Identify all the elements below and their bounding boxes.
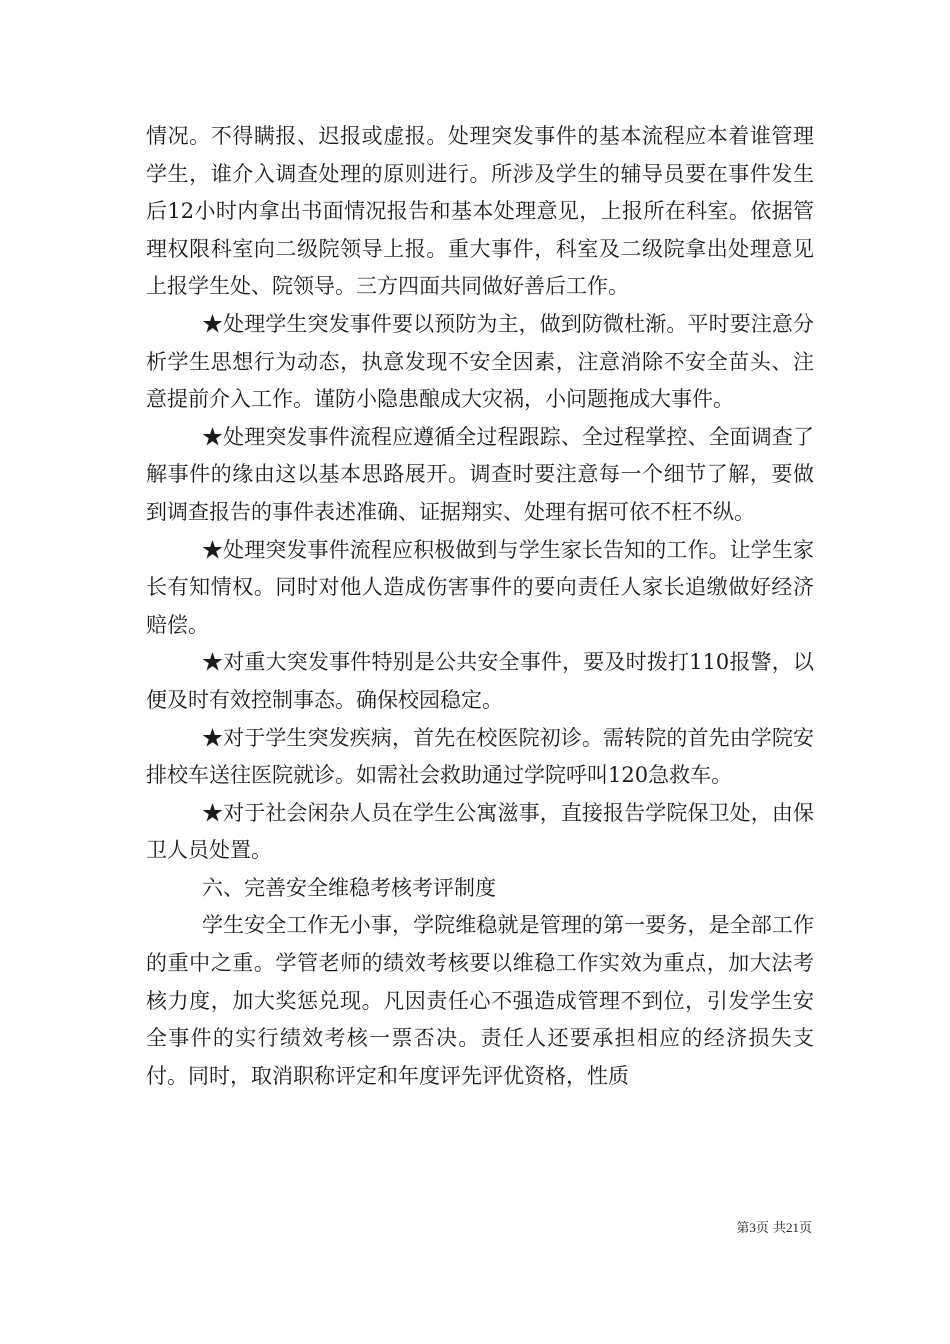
- paragraph-outsiders: ★对于社会闲杂人员在学生公寓滋事，直接报告学院保卫处，由保卫人员处置。: [146, 800, 814, 863]
- paragraph-prevention: ★处理学生突发事件要以预防为主，做到防微杜渐。平时要注意分析学生思想行为动态，执意发现不安全因素，注意消除不安全苗头、注意提前介入工作。谨防小隐患酿成大灾祸，小问题拖成大事件。: [146, 311, 814, 412]
- section-heading: 六、完善安全维稳考核考评制度: [202, 875, 496, 900]
- page-number-suffix: 页: [798, 1221, 812, 1236]
- paragraph-parents: ★处理突发事件流程应积极做到与学生家长告知的工作。让学生家长有知情权。同时对他人造成伤害事件的要向责任人家长追缴做好经济赔偿。: [146, 537, 814, 637]
- paragraph-illness: ★对于学生突发疾病，首先在校医院初诊。需转院的首先由学院安排校车送往医院就诊。如需社会救助通过学院呼叫120急救车。: [146, 725, 814, 788]
- paragraph-assessment: 学生安全工作无小事，学院维稳就是管理的第一要务，是全部工作的重中之重。学管老师的绩效考核要以维稳工作实效为重点，加大法考核力度，加大奖惩兑现。凡因责任心不强造成管理不到位，引发学生安全事件的实行绩效考核一票否决。责任人还要承担相应的经济损失支付。同时，取消职称评定和年度评先评优资格，性质: [146, 913, 814, 1088]
- page-number-middle: 页 共: [755, 1221, 786, 1236]
- page-number: [736, 1219, 812, 1238]
- document-body: [146, 118, 814, 1095]
- paragraph-intro: 情况。不得瞒报、迟报或虚报。处理突发事件的基本流程应本着谁管理学生，谁介入调查处理的原则进行。所涉及学生的辅导员要在事件发生后12小时内拿出书面情况报告和基本处理意见，上报所在科室。依据管理权限科室向二级院领导上报。重大事件，科室及二级院拿出处理意见上报学生处、院领导。三方四面共同做好善后工作。: [146, 124, 814, 299]
- total-pages: 21: [785, 1220, 799, 1235]
- paragraph-investigation: ★处理突发事件流程应遵循全过程跟踪、全过程掌控、全面调查了解事件的缘由这以基本思路展开。调查时要注意每一个细节了解，要做到调查报告的事件表述准确、证据翔实、处理有据可依不枉不纵。: [146, 424, 814, 524]
- page-number-prefix: 第: [736, 1221, 750, 1236]
- current-page: 3: [749, 1220, 756, 1235]
- paragraph-public-safety: ★对重大突发事件特别是公共安全事件，要及时拨打110报警，以便及时有效控制事态。确保校园稳定。: [146, 650, 814, 712]
